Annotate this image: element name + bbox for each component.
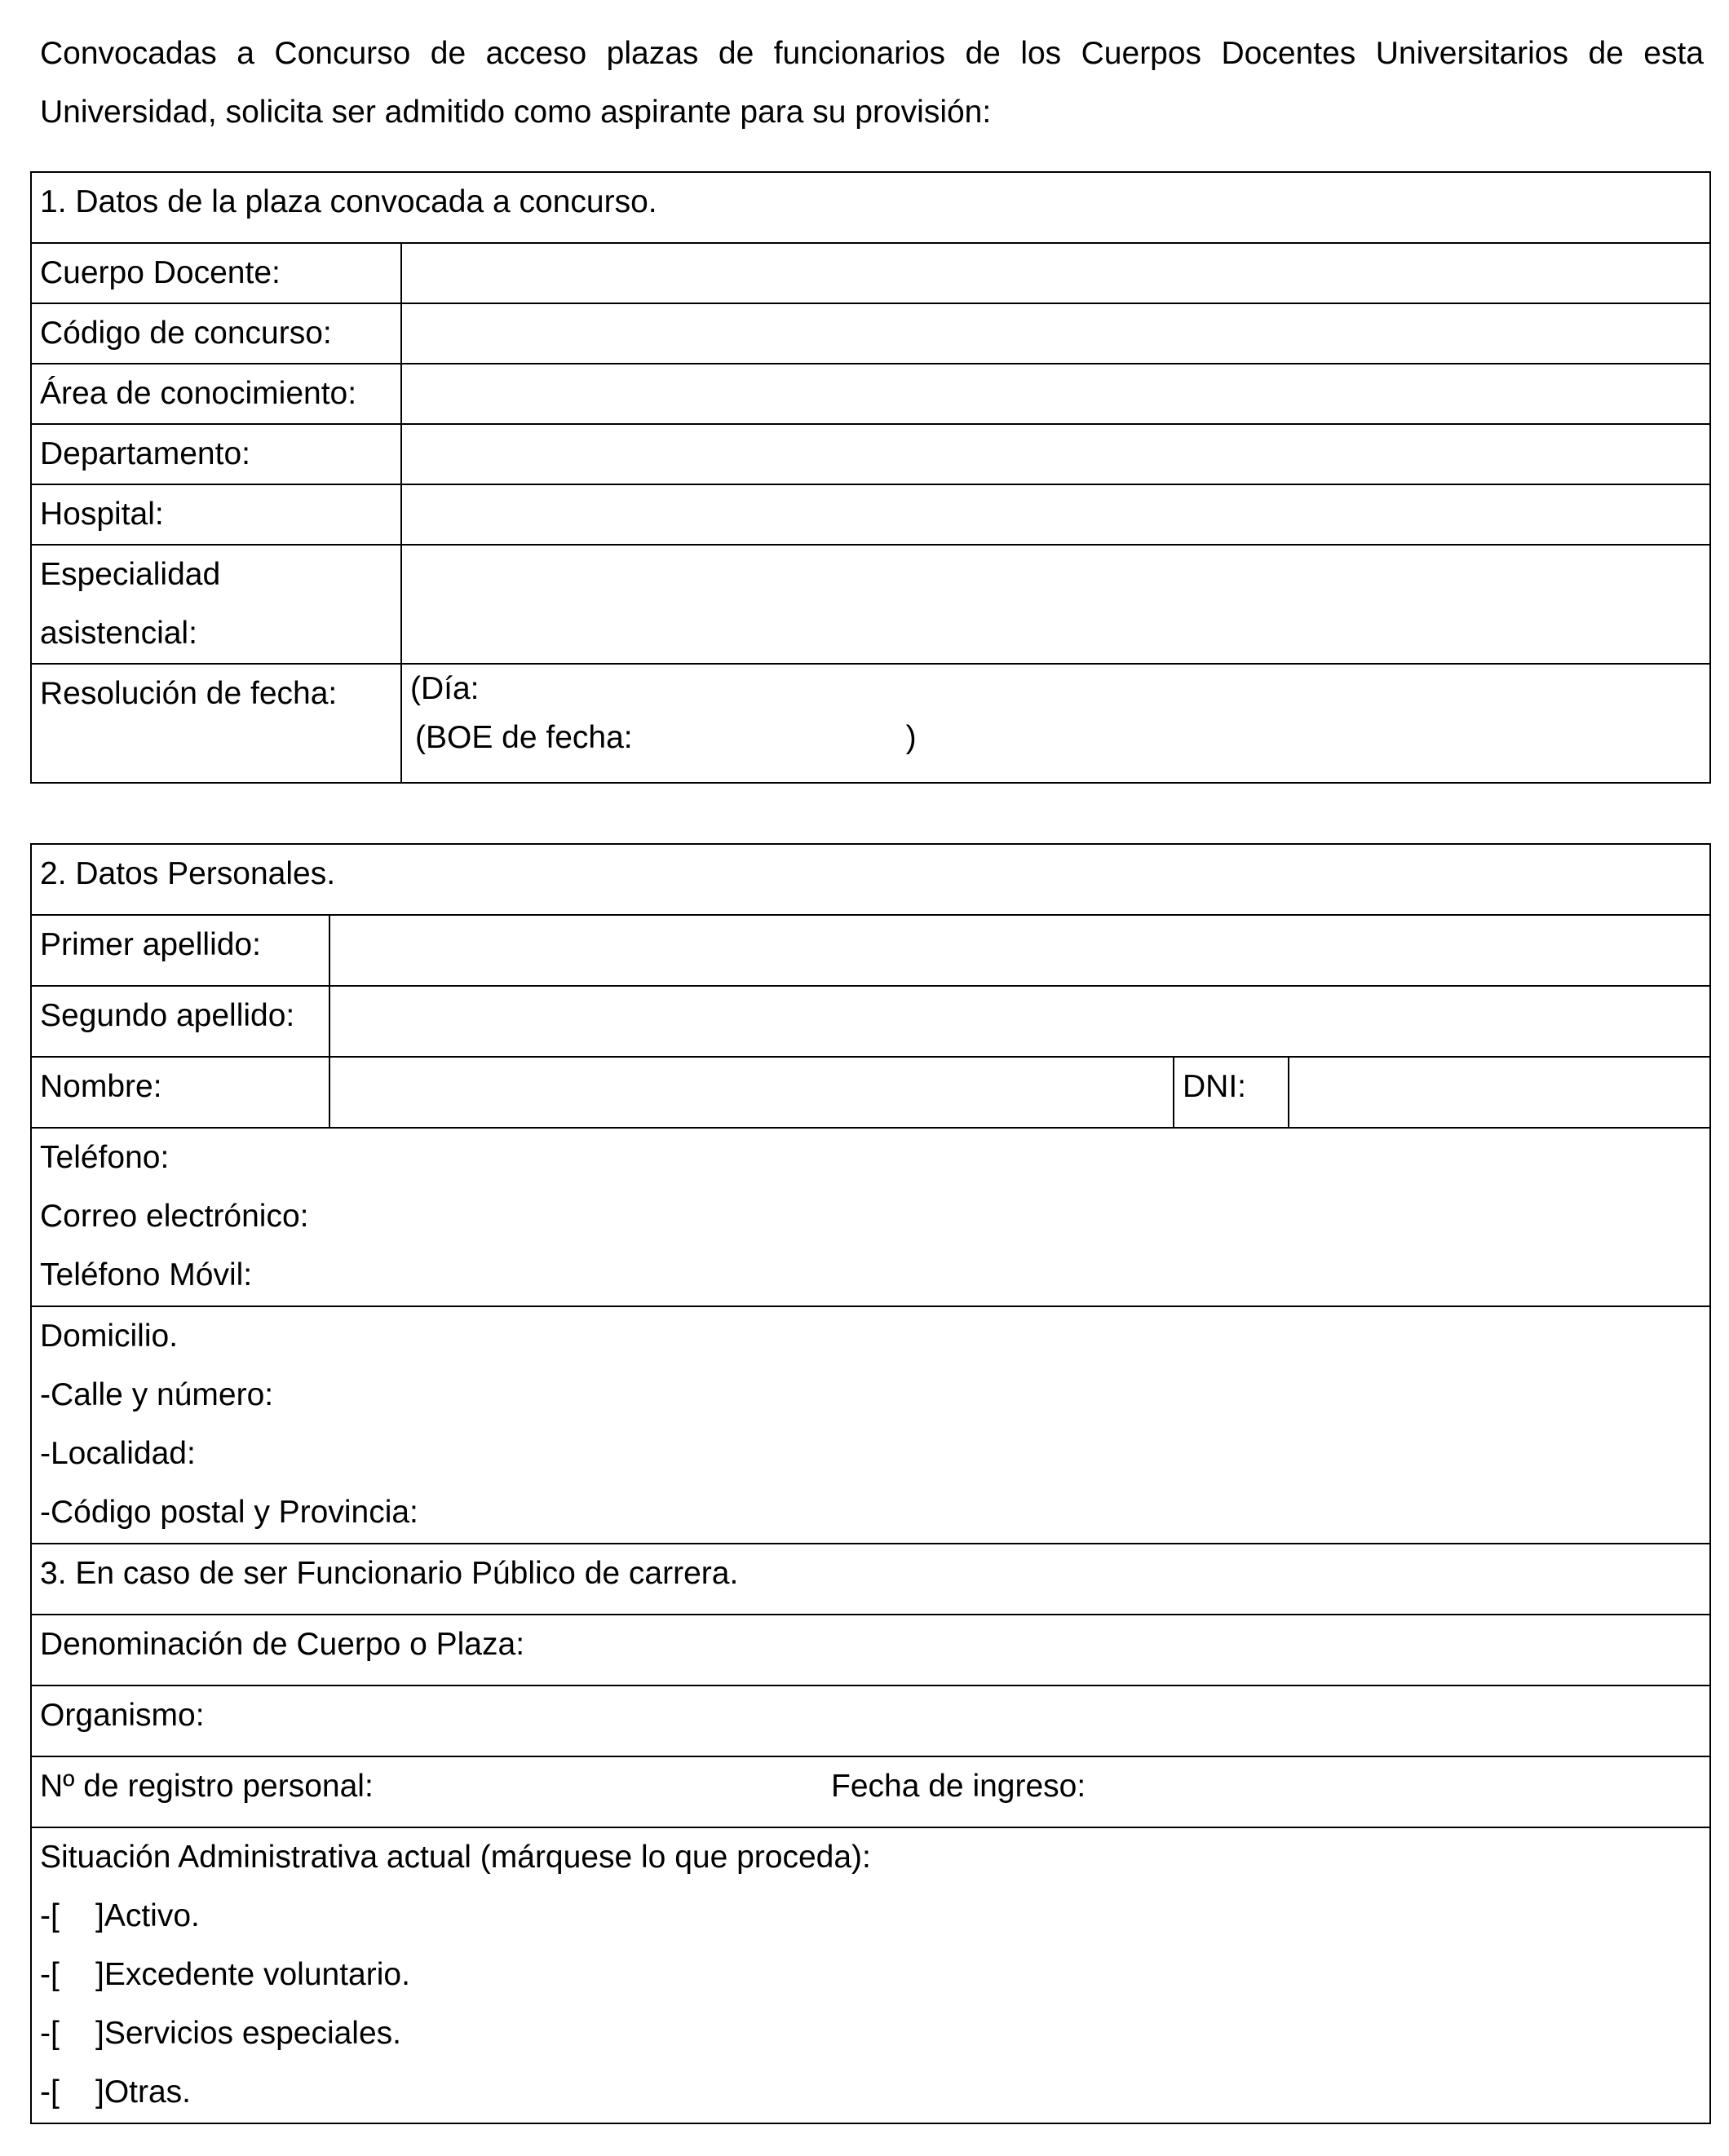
codigo-concurso-field[interactable]: [401, 303, 1710, 364]
resolucion-boe: (BOE de fecha:: [415, 720, 633, 755]
option-otras-label: ]Otras.: [95, 2074, 192, 2110]
domicilio-cell[interactable]: [31, 1306, 1710, 1544]
codigo-concurso-label: Código de concurso:: [31, 303, 401, 364]
intro-paragraph: Convocadas a Concurso de acceso plazas de funcionarios de los Cuerpos Docentes Universitarios de esta Universidad, solicita ser admitido como aspirante para su provisión:: [40, 36, 1704, 130]
resolucion-field[interactable]: [401, 664, 1710, 783]
resolucion-dia: (Día:: [410, 671, 480, 706]
option-excedente-box[interactable]: -[: [40, 1957, 60, 1992]
situacion-label: Situación Administrativa actual (márquese lo que proceda):: [40, 1840, 871, 1875]
section-2-3-table: [30, 843, 1711, 2124]
contacto-cell[interactable]: [31, 1128, 1710, 1306]
domicilio-label: Domicilio.: [40, 1319, 179, 1354]
movil-label: Teléfono Móvil:: [40, 1257, 253, 1292]
cp-provincia-label: -Código postal y Provincia:: [40, 1495, 418, 1530]
fecha-ingreso-label: Fecha de ingreso:: [831, 1769, 1086, 1804]
registro-label: Nº de registro personal:: [40, 1769, 374, 1804]
especialidad-line-2: asistencial:: [40, 616, 197, 651]
option-servicios-box[interactable]: -[: [40, 2016, 60, 2051]
organismo-cell[interactable]: Organismo:: [31, 1685, 1710, 1756]
cuerpo-docente-field[interactable]: [401, 243, 1710, 303]
option-servicios[interactable]: [40, 2004, 1701, 2063]
cuerpo-docente-label: Cuerpo Docente:: [31, 243, 401, 303]
section-3-title: 3. En caso de ser Funcionario Público de carrera.: [31, 1544, 1710, 1615]
option-otras[interactable]: [40, 2063, 1701, 2122]
option-activo-label: ]Activo.: [95, 1898, 200, 1933]
localidad-label: -Localidad:: [40, 1436, 196, 1471]
section-1-table: [30, 171, 1711, 784]
especialidad-field[interactable]: [401, 545, 1710, 664]
option-activo-box[interactable]: -[: [40, 1898, 60, 1933]
area-conocimiento-field[interactable]: [401, 364, 1710, 424]
nombre-field[interactable]: [329, 1057, 1174, 1128]
segundo-apellido-label: Segundo apellido:: [31, 986, 329, 1057]
primer-apellido-label: Primer apellido:: [31, 915, 329, 986]
hospital-field[interactable]: [401, 484, 1710, 545]
section-2-title: 2. Datos Personales.: [31, 844, 1710, 915]
option-excedente-label: ]Excedente voluntario.: [95, 1957, 410, 1992]
calle-label: -Calle y número:: [40, 1377, 274, 1412]
hospital-label: Hospital:: [31, 484, 401, 545]
primer-apellido-field[interactable]: [329, 915, 1710, 986]
departamento-field[interactable]: [401, 424, 1710, 484]
telefono-label: Teléfono:: [40, 1140, 170, 1175]
option-servicios-label: ]Servicios especiales.: [95, 2016, 401, 2051]
option-activo[interactable]: [40, 1887, 1701, 1946]
option-otras-box[interactable]: -[: [40, 2074, 60, 2110]
denominacion-cell[interactable]: Denominación de Cuerpo o Plaza:: [31, 1615, 1710, 1685]
resolucion-label: Resolución de fecha:: [31, 664, 401, 783]
dni-field[interactable]: [1289, 1057, 1710, 1128]
especialidad-label: [31, 545, 401, 664]
resolucion-close: ): [905, 720, 917, 755]
registro-cell[interactable]: [31, 1756, 1710, 1827]
correo-label: Correo electrónico:: [40, 1199, 309, 1234]
dni-label: DNI:: [1174, 1057, 1289, 1128]
departamento-label: Departamento:: [31, 424, 401, 484]
section-1-title: 1. Datos de la plaza convocada a concurso.: [31, 172, 1710, 243]
area-conocimiento-label: Área de conocimiento:: [31, 364, 401, 424]
segundo-apellido-field[interactable]: [329, 986, 1710, 1057]
option-excedente[interactable]: [40, 1946, 1701, 2004]
resolucion-boe-line: [410, 714, 1701, 762]
especialidad-line-1: Especialidad: [40, 557, 221, 592]
situacion-cell: [31, 1827, 1710, 2123]
nombre-label: Nombre:: [31, 1057, 329, 1128]
